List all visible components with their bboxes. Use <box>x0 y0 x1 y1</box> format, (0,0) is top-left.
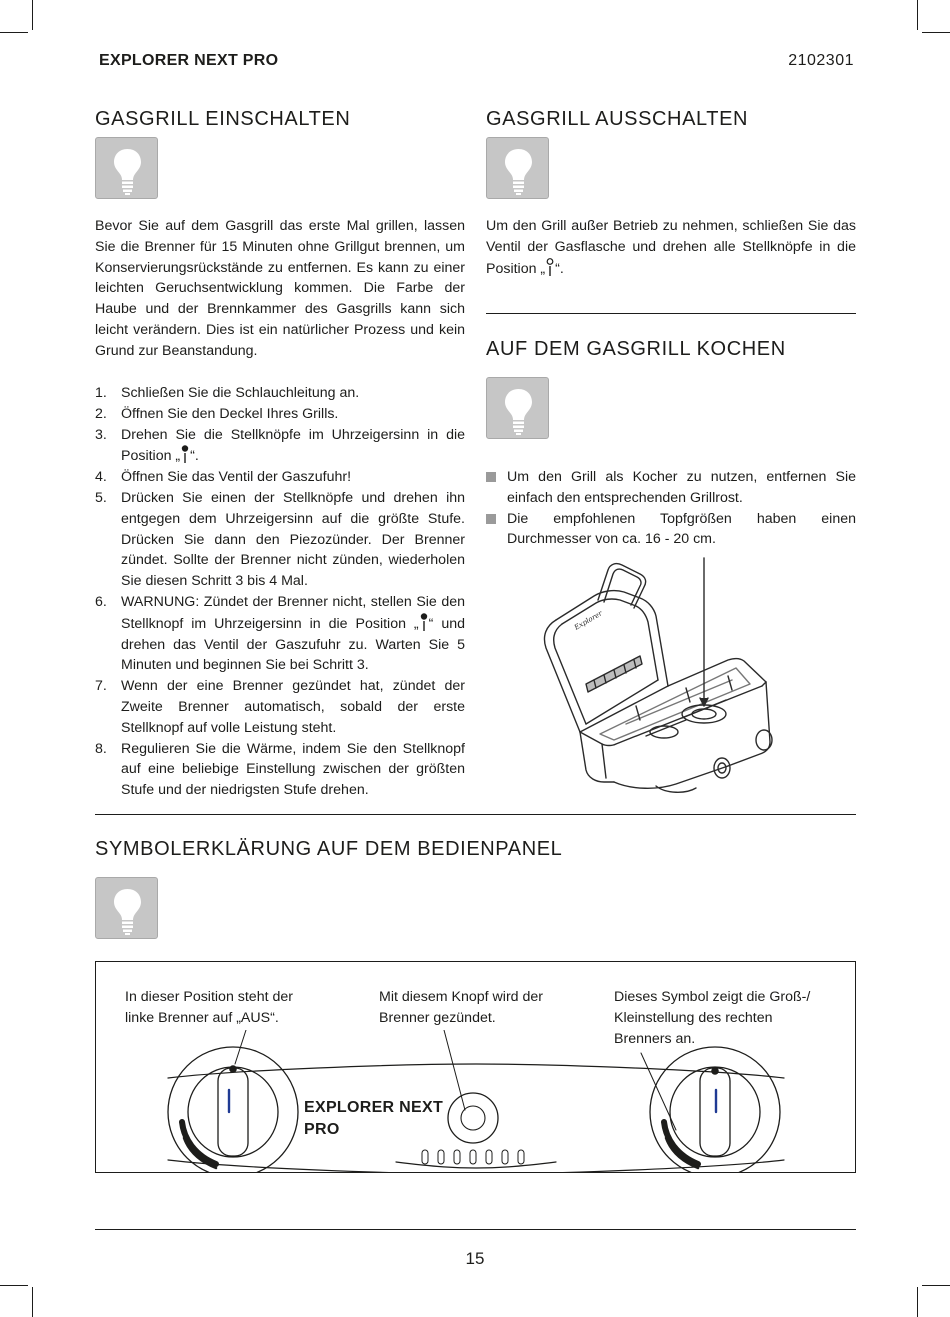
off-paragraph: Um den Grill außer Betrieb zu nehmen, schließen Sie das Ventil der Gasflasche und drehen alle Stellknöpfe in die Position „ “. <box>486 218 856 277</box>
section-title-symbolerklaerung: SYMBOLERKLÄRUNG AUF DEM BEDIENPANEL <box>95 838 563 860</box>
list-item: Die empfohlenen Topfgrößen haben einen Durchmesser von ca. 16 - 20 cm. <box>486 509 856 551</box>
list-item: 7. Wenn der eine Brenner gezündet hat, zündet der Zweite Brenner automatisch, sobald der erste Stellknopf auf volle Leistung steht. <box>95 678 465 736</box>
callout-right: Dieses Symbol zeigt die Groß-/ Kleinstellung des rechten Brenners an. <box>614 989 811 1047</box>
list-item: 1. Schließen Sie die Schlauchleitung an. <box>95 385 360 401</box>
section-title-einschalten: GASGRILL EINSCHALTEN <box>95 108 351 130</box>
page-number: 15 <box>465 1249 485 1268</box>
crop-mark <box>32 1287 33 1317</box>
list-item: 2. Öffnen Sie den Deckel Ihres Grills. <box>95 405 339 422</box>
list-item: 8. Regulieren Sie die Wärme, indem Sie den Stellknopf auf eine beliebige Einstellung zwischen der größten Stufe und der niedrigsten Stufe drehen. <box>95 740 465 799</box>
list-item: 6. WARNUNG: Zündet der Brenner nicht, stellen Sie den Stellknopf im Uhrzeigersinn in die Position „ “ und drehen das Ventil der Gaszufuhr zu. Warten Sie 5 Minuten und beginnen Sie bei Schritt 3. <box>95 593 465 674</box>
position-off-symbol-outline <box>545 258 555 276</box>
position-off-symbol-filled <box>419 613 429 631</box>
cook-bullets <box>486 467 856 550</box>
position-off-symbol-filled <box>180 445 190 463</box>
list-item: 3. Drehen Sie die Stellknöpfe im Uhrzeigersinn in die Position „ “. <box>95 426 465 465</box>
knob-off-marker <box>711 1067 719 1075</box>
crop-mark <box>922 1285 950 1286</box>
grill-logo: Explorer <box>573 609 604 632</box>
section-title-kochen: AUF DEM GASGRILL KOCHEN <box>486 338 786 360</box>
bullet-square <box>486 514 496 524</box>
crop-mark <box>0 32 28 33</box>
lightbulb-icon <box>486 137 549 199</box>
crop-mark <box>917 0 918 30</box>
steps-list <box>95 383 465 801</box>
control-panel-drawing <box>96 1030 856 1172</box>
lightbulb-icon <box>486 377 549 439</box>
intro-paragraph: Bevor Sie auf dem Gasgrill das erste Mal grillen, lassen Sie die Brenner für 15 Minuten ohne Grillgut brennen, um Konservierungsrückstände zu entfernen. Es kann zu einer leichten Geruchsentwicklung kommen. Die Farbe der Haube und der Brennkammer des Gasgrills kann sich leicht verändern. Dies ist ein natürlicher Prozess und kein Grund zur Beanstandung. <box>95 218 465 359</box>
list-item: 4. Öffnen Sie das Ventil der Gaszufuhr! <box>95 469 352 486</box>
section-title-ausschalten: GASGRILL AUSSCHALTEN <box>486 108 749 130</box>
divider <box>95 814 856 815</box>
panel-brand-label: EXPLORER NEXT PRO <box>304 1099 444 1138</box>
divider <box>486 313 856 314</box>
knob-off-marker <box>229 1065 237 1073</box>
lightbulb-icon <box>95 137 158 199</box>
header-code: 2102301 <box>788 52 854 69</box>
crop-mark <box>917 1287 918 1317</box>
callout-middle: Mit diesem Knopf wird der Brenner gezündet. <box>379 989 544 1026</box>
bullet-square <box>486 472 496 482</box>
list-item: 5. Drücken Sie einen der Stellknöpfe und drehen ihn entgegen dem Uhrzeigersinn auf die größte Stufe. Drücken Sie dann den Piezozünder. Der Brenner zündet. Sollte der Brenner nicht zünden, wiederholen Sie diesen Schritt 3 bis 4 Mal. <box>95 489 465 590</box>
callout-left: In dieser Position steht der linke Brenner auf „AUS“. <box>125 989 293 1026</box>
crop-mark <box>922 32 950 33</box>
footer-divider <box>95 1229 856 1230</box>
crop-mark <box>0 1285 28 1286</box>
crop-mark <box>32 0 33 30</box>
grill-illustration <box>536 556 798 794</box>
header-product: EXPLORER NEXT PRO <box>99 52 279 69</box>
lightbulb-icon <box>95 877 158 939</box>
list-item: Um den Grill als Kocher zu nutzen, entfernen Sie einfach den entsprechenden Grillrost. <box>486 467 856 509</box>
